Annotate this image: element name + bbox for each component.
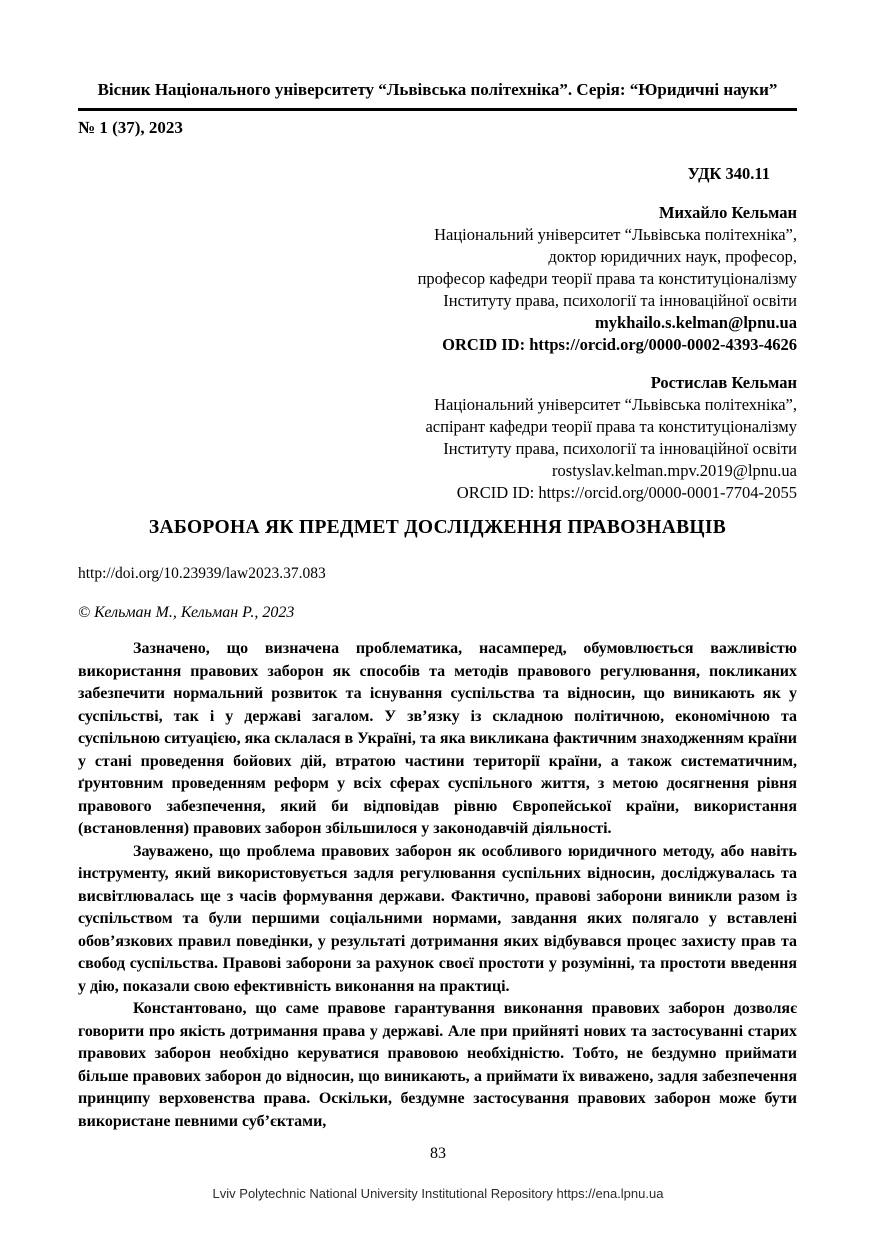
- header-divider: [78, 108, 797, 111]
- author-2-email: rostyslav.kelman.mpv.2019@lpnu.ua: [552, 461, 797, 480]
- author-2-affiliation-line: аспірант кафедри теорії права та конституціоналізму: [425, 417, 797, 436]
- journal-issue: № 1 (37), 2023: [78, 118, 183, 137]
- author-block-1: [78, 202, 797, 356]
- author-1-affiliation-line: Інституту права, психології та інноваційної освіти: [443, 291, 797, 310]
- article-title: ЗАБОРОНА ЯК ПРЕДМЕТ ДОСЛІДЖЕННЯ ПРАВОЗНАВЦІВ: [148, 517, 727, 538]
- abstract-paragraph-1: Зазначено, що визначена проблематика, насамперед, обумовлюється важливістю використання правових заборон як способів та методів правового регулювання, покликаних забезпечити нормальний розвиток та існування суспільства та відносин, що виникають як у суспільстві, так і у державі загалом. У зв’язку із складною політичною, економічною та суспільною ситуацією, яка склалася в Україні, та яка викликана фактичним знаходженням країни у стані проведення бойових дій, втратою частини території країни, а також систематичним, ґрунтовним проведенням реформ у всіх сферах суспільного життя, з метою досягнення рівня правового забезпечення, який би відповідав рівню Європейської країни, використання (встановлення) правових заборон збільшилося у законодавчій діяльності.: [78, 640, 797, 837]
- author-2-name: Ростислав Кельман: [650, 373, 797, 392]
- author-block-2: [78, 372, 797, 504]
- abstract-paragraph-2: Зауважено, що проблема правових заборон як особливого юридичного методу, або навіть інструменту, який використовується задля регулювання суспільних відносин, досліджувалась та висвітлювалась ще з часів формування держави. Фактично, правові заборони виникли разом із суспільством та були першими соціальними нормами, завдання яких полягало у вставлені обов’язкових правил поведінки, у результаті дотримання яких відбувався процес захисту прав та свобод суспільства. Правові заборони за рахунок своєї простоти у розумінні, та простоти введення у дію, показали свою ефективність виконання на практиці.: [78, 842, 797, 995]
- doi-text: http://doi.org/10.23939/law2023.37.083: [78, 565, 326, 582]
- author-2-affiliation-line: Інституту права, психології та інноваційної освіти: [443, 439, 797, 458]
- udc-code: УДК 340.11: [687, 164, 770, 183]
- author-1-affiliation-line: Національний університет “Львівська політехніка”,: [434, 225, 797, 244]
- page-number: 83: [430, 1145, 446, 1162]
- author-1-orcid: ORCID ID: https://orcid.org/0000-0002-4393-4626: [442, 335, 797, 354]
- author-1-affiliation-line: професор кафедри теорії права та конституціоналізму: [417, 269, 797, 288]
- journal-header: [78, 80, 797, 138]
- repository-footer: Lviv Polytechnic National University Institutional Repository https://ena.lpnu.ua: [212, 1186, 664, 1201]
- author-2-orcid: ORCID ID: https://orcid.org/0000-0001-7704-2055: [456, 483, 797, 502]
- abstract: [78, 638, 797, 1133]
- copyright-line: © Кельман М., Кельман Р., 2023: [78, 604, 295, 621]
- author-1-email: mykhailo.s.kelman@lpnu.ua: [595, 313, 797, 332]
- abstract-paragraph-3: Константовано, що саме правове гарантування виконання правових заборон дозволяє говорити про якість дотримання права у державі. Але при прийняті нових та застосуванні старих правових заборон необхідно керуватися правовою необхідністю. Тобто, не бездумно приймати більше правових заборон до відносин, що виникають, а приймати їх виважено, задля забезпечення принципу верховенства права. Оскільки, бездумне застосування правових заборон може бути використане певними суб’єктами,: [78, 1000, 797, 1130]
- author-1-name: Михайло Кельман: [658, 203, 797, 222]
- journal-title: Вісник Національного університету “Львівська політехніка”. Серія: “Юридичні науки”: [97, 80, 778, 99]
- author-1-affiliation-line: доктор юридичних наук, професор,: [548, 247, 797, 266]
- author-2-affiliation-line: Національний університет “Львівська політехніка”,: [434, 395, 797, 414]
